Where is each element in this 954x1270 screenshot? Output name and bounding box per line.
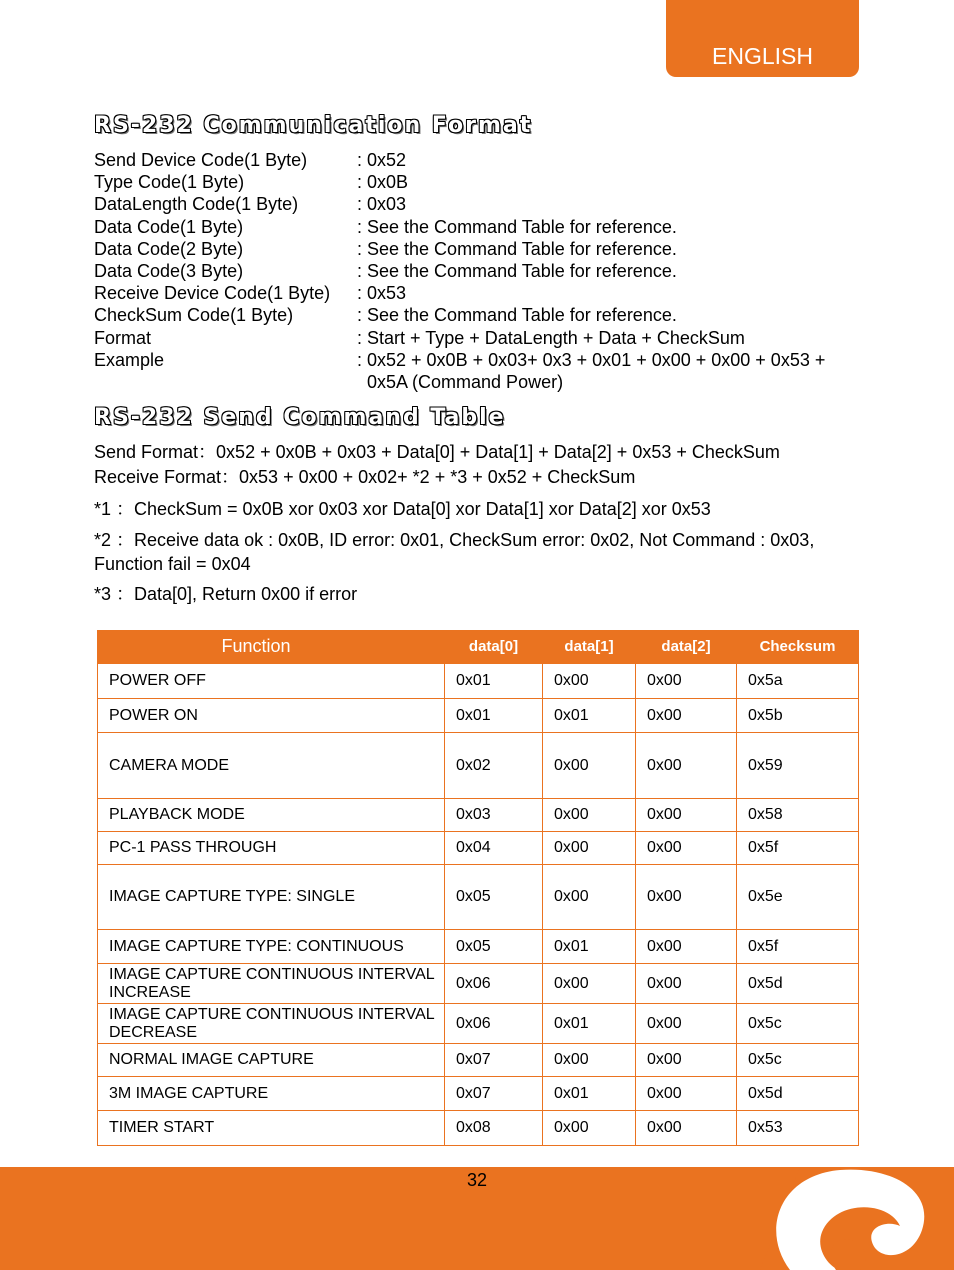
cell-data0: 0x07 <box>445 1044 543 1077</box>
cell-data0: 0x01 <box>445 699 543 733</box>
format-label: Example <box>94 349 165 370</box>
format-row <box>94 193 874 215</box>
section-title-communication-format: RS-232 Communication Format <box>94 113 533 138</box>
format-label: Type Code(1 Byte) <box>94 172 245 193</box>
table-row <box>98 1044 859 1077</box>
format-label: Format <box>94 327 152 348</box>
format-value: : See the Command Table for reference. <box>357 305 677 326</box>
cell-checksum: 0x5c <box>737 1044 859 1077</box>
cell-data1: 0x00 <box>543 733 636 799</box>
cell-data0: 0x07 <box>445 1077 543 1111</box>
table-row <box>98 832 859 865</box>
cell-data1: 0x00 <box>543 664 636 699</box>
cell-function: PC-1 PASS THROUGH <box>98 832 445 865</box>
format-value-continued: 0x5A (Command Power) <box>367 372 564 393</box>
format-row <box>94 260 874 282</box>
note-1: *1 ：CheckSum = 0x0B xor 0x03 xor Data[0] xor Data[1] xor Data[2] xor 0x53 <box>94 499 711 519</box>
cell-checksum: 0x5d <box>737 964 859 1004</box>
format-label: Data Code(2 Byte) <box>94 238 244 259</box>
format-value: : See the Command Table for reference. <box>357 238 677 259</box>
cell-data2: 0x00 <box>636 832 737 865</box>
format-row <box>94 282 874 304</box>
format-label: Send Device Code(1 Byte) <box>94 150 308 170</box>
format-label: Data Code(1 Byte) <box>94 216 244 237</box>
format-value: : See the Command Table for reference. <box>357 261 677 282</box>
table-row <box>98 964 859 1004</box>
cell-checksum: 0x59 <box>737 733 859 799</box>
cell-data2: 0x00 <box>636 1077 737 1111</box>
note-3: *3 ：Data[0], Return 0x00 if error <box>94 584 358 604</box>
brand-swirl-icon <box>760 1160 954 1270</box>
cell-function: PLAYBACK MODE <box>98 799 445 832</box>
cell-data1: 0x01 <box>543 1077 636 1111</box>
section-title-send-command-table: RS-232 Send Command Table <box>94 405 506 430</box>
table-row <box>98 930 859 964</box>
format-label: Receive Device Code(1 Byte) <box>94 283 331 304</box>
cell-data2: 0x00 <box>636 865 737 930</box>
cell-data2: 0x00 <box>636 799 737 832</box>
header-data0: data[0] <box>445 630 543 664</box>
cell-data1: 0x01 <box>543 1004 636 1044</box>
cell-checksum: 0x5f <box>737 930 859 964</box>
cell-function: IMAGE CAPTURE TYPE: SINGLE <box>98 865 445 930</box>
cell-checksum: 0x58 <box>737 799 859 832</box>
language-label: ENGLISH <box>712 43 813 69</box>
format-row <box>94 349 874 371</box>
cell-function: IMAGE CAPTURE CONTINUOUS INTERVAL INCREASE <box>98 964 445 1004</box>
table-row <box>98 1004 859 1044</box>
send-format-text: Send Format：0x52 + 0x0B + 0x03 + Data[0] + Data[1] + Data[2] + 0x53 + CheckSum <box>94 442 780 462</box>
table-row <box>98 1111 859 1146</box>
header-data1: data[1] <box>543 630 636 664</box>
cell-data0: 0x04 <box>445 832 543 865</box>
table-row <box>98 865 859 930</box>
format-value: : 0x52 + 0x0B + 0x03+ 0x3 + 0x01 + 0x00 + 0x00 + 0x53 + <box>357 349 826 370</box>
cell-function: CAMERA MODE <box>98 733 445 799</box>
cell-checksum: 0x5c <box>737 1004 859 1044</box>
cell-data1: 0x00 <box>543 964 636 1004</box>
cell-data0: 0x08 <box>445 1111 543 1146</box>
cell-checksum: 0x5a <box>737 664 859 699</box>
cell-data2: 0x00 <box>636 964 737 1004</box>
cell-data2: 0x00 <box>636 1044 737 1077</box>
format-label: CheckSum Code(1 Byte) <box>94 305 294 326</box>
cell-checksum: 0x5b <box>737 699 859 733</box>
format-value: : 0x03 <box>357 194 407 215</box>
cell-function: IMAGE CAPTURE CONTINUOUS INTERVAL DECREASE <box>98 1004 445 1044</box>
table-row <box>98 699 859 733</box>
cell-checksum: 0x5e <box>737 865 859 930</box>
page-number: 32 <box>466 1170 488 1190</box>
format-label: Data Code(3 Byte) <box>94 261 244 282</box>
note-2: *2 ：Receive data ok : 0x0B, ID error: 0x01, CheckSum error: 0x02, Not Command : 0x03, Function fail = 0x04 <box>94 530 815 574</box>
cell-data1: 0x00 <box>543 832 636 865</box>
format-value: : 0x0B <box>357 172 409 193</box>
format-row <box>94 327 874 349</box>
cell-data2: 0x00 <box>636 930 737 964</box>
cell-function: POWER ON <box>98 699 445 733</box>
table-row <box>98 1077 859 1111</box>
table-row <box>98 733 859 799</box>
cell-data2: 0x00 <box>636 1111 737 1146</box>
cell-data1: 0x00 <box>543 1111 636 1146</box>
cell-checksum: 0x53 <box>737 1111 859 1146</box>
cell-data2: 0x00 <box>636 664 737 699</box>
format-value: : 0x53 <box>357 283 407 304</box>
cell-data0: 0x03 <box>445 799 543 832</box>
format-label: DataLength Code(1 Byte) <box>94 194 299 215</box>
cell-checksum: 0x5d <box>737 1077 859 1111</box>
cell-data0: 0x06 <box>445 964 543 1004</box>
cell-data0: 0x06 <box>445 1004 543 1044</box>
command-table <box>97 630 859 1146</box>
cell-function: 3M IMAGE CAPTURE <box>98 1077 445 1111</box>
communication-format-list <box>94 149 874 393</box>
cell-data1: 0x00 <box>543 1044 636 1077</box>
table-row <box>98 664 859 699</box>
table-header-row <box>98 630 859 664</box>
cell-data0: 0x05 <box>445 930 543 964</box>
cell-data1: 0x00 <box>543 799 636 832</box>
receive-format-text: Receive Format：0x53 + 0x00 + 0x02+ *2 + *3 + 0x52 + CheckSum <box>94 467 636 487</box>
format-row <box>94 238 874 260</box>
cell-function: IMAGE CAPTURE TYPE: CONTINUOUS <box>98 930 445 964</box>
format-row <box>94 216 874 238</box>
format-value: : 0x52 <box>357 150 407 170</box>
format-row <box>94 371 874 393</box>
header-function: Function <box>98 630 445 664</box>
cell-data1: 0x01 <box>543 930 636 964</box>
cell-function: NORMAL IMAGE CAPTURE <box>98 1044 445 1077</box>
cell-data1: 0x00 <box>543 865 636 930</box>
cell-data2: 0x00 <box>636 699 737 733</box>
cell-data0: 0x02 <box>445 733 543 799</box>
header-checksum: Checksum <box>737 630 859 664</box>
cell-function: TIMER START <box>98 1111 445 1146</box>
format-value: : See the Command Table for reference. <box>357 216 677 237</box>
header-data2: data[2] <box>636 630 737 664</box>
format-row <box>94 304 874 326</box>
language-tab <box>666 0 859 77</box>
cell-data0: 0x01 <box>445 664 543 699</box>
cell-data2: 0x00 <box>636 1004 737 1044</box>
cell-data1: 0x01 <box>543 699 636 733</box>
format-row <box>94 149 874 171</box>
cell-checksum: 0x5f <box>737 832 859 865</box>
cell-data0: 0x05 <box>445 865 543 930</box>
format-row <box>94 171 874 193</box>
cell-function: POWER OFF <box>98 664 445 699</box>
cell-data2: 0x00 <box>636 733 737 799</box>
format-value: : Start + Type + DataLength + Data + CheckSum <box>357 327 745 348</box>
table-row <box>98 799 859 832</box>
